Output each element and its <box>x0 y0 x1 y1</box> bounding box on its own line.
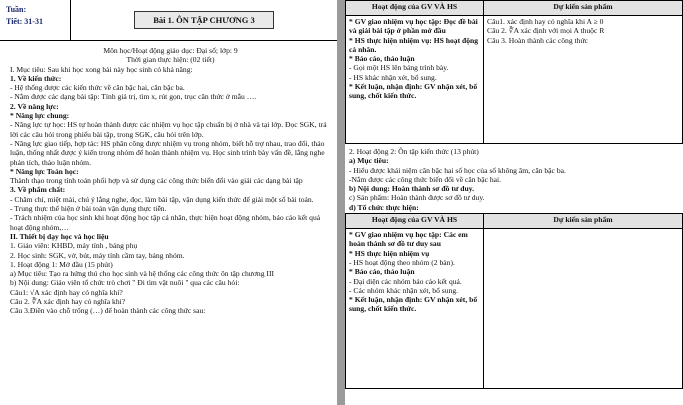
time-line: Thời gian thực hiện: (02 tiết) <box>126 55 215 65</box>
table2-activity-line-1: * HS thực hiện nhiệm vụ <box>349 248 430 258</box>
activity2-line-4: b) Nội dung: Hoàn thành sơ đồ tư duy. <box>349 184 475 194</box>
activity2-line-1: a) Mục tiêu: <box>349 156 389 166</box>
body-line-10: 3. Về phẩm chất: <box>10 185 66 195</box>
lesson-body <box>0 41 337 316</box>
subject-line: Môn học/Hoạt động giáo dục: Đại số; lớp: 9 <box>103 46 238 55</box>
table1-header-product: Dự kiến sản phẩm <box>484 1 683 16</box>
body-line-14: II. Thiết bị dạy học và học liệu <box>10 231 109 241</box>
table1-product-cell <box>484 16 683 144</box>
table2-activity-line-5: - Các nhóm khác nhận xét, bổ sung. <box>349 285 459 295</box>
table1-product-line-0: Câu1. xác định hay có nghĩa khi A ≥ 0 <box>487 17 604 26</box>
table2-activity-line-3: * Báo cáo, thảo luận <box>349 267 415 277</box>
table1-activity-line-2: * Báo cáo, thảo luận <box>349 54 415 64</box>
body-line-9: Thành thạo trong tính toán phối hợp và sử dụng các công thức biến đổi vào giải các dạng bài tập <box>10 176 303 186</box>
table2-activity-line-4: - Đại diện các nhóm báo cáo kết quả. <box>349 276 462 286</box>
body-line-18: a) Mục tiêu: Tạo ra hứng thú cho học sinh và hệ thống các công thức ôn tập chương III <box>10 269 274 279</box>
week-label: Tuần: <box>6 5 27 14</box>
body-line-6: - Năng lực tự học: HS tự hoàn thành được các nhiệm vụ học tập chuẩn bị ở nhà và tại lớp. Đọc SGK, trả lời các câu hỏi trong phiếu bài tập, trong SGK, câu hỏi trên lớp. <box>10 120 327 139</box>
table1-product-line-2: Câu 3. Hoàn thành các công thức <box>487 35 588 45</box>
table1-header-activity: Hoạt động của GV VÀ HS <box>346 1 484 16</box>
activity-table-2 <box>345 213 683 389</box>
question-2: Câu 2. ∛A xác định hay có nghĩa khi? <box>10 297 126 307</box>
activity2-line-6: d) Tổ chức thực hiện: <box>349 202 419 212</box>
table1-activity-line-4: - HS khác nhận xét, bổ sung. <box>349 72 437 82</box>
activity2-line-0: 2. Hoạt động 2: Ôn tập kiến thức (13 phút) <box>349 147 479 156</box>
objectives-section <box>10 65 331 288</box>
question-3: Câu 3.Điền vào chỗ trống (…) để hoàn thành các công thức sau: <box>10 306 206 316</box>
lesson-title: Bài 1. ÔN TẬP CHƯƠNG 3 <box>134 11 274 29</box>
table2-header-activity: Hoạt động của GV VÀ HS <box>346 214 484 229</box>
week-period-cell <box>0 0 71 40</box>
activity2-line-5: c) Sản phẩm: Hoàn thành được sơ đồ tư duy. <box>349 193 485 203</box>
table1-activity-line-1: * HS thực hiện nhiệm vụ: HS hoạt động cá nhân. <box>349 35 479 54</box>
table2-header-product: Dự kiến sản phẩm <box>484 214 683 229</box>
body-line-8: * Năng lực Toán học: <box>10 166 79 176</box>
table2-activity-cell <box>346 229 484 389</box>
table1-activity-line-5: * Kết luận, nhận định: GV nhận xét, bổ sung, chốt kiến thức. <box>349 82 478 101</box>
body-line-19: b) Nội dung: Giáo viên tổ chức trò chơi " Đi tìm vật nuôi " qua các câu hỏi: <box>10 278 240 288</box>
body-line-17: 1. Hoạt động 1: Mở đầu (15 phút) <box>10 259 113 269</box>
page-left <box>0 0 337 405</box>
body-line-2: - Hệ thống được các kiến thức về căn bậc hai, căn bậc ba. <box>10 83 185 93</box>
period-label: Tiết: 31-31 <box>6 17 43 26</box>
body-line-13: - Trách nhiệm của học sinh khi hoạt động học tập cá nhân, thực hiện hoạt động nhóm, báo cáo kết quả hoạt động nhóm,… <box>10 213 321 232</box>
activity2-line-2: - Hiểu được khái niệm căn bậc hai số học của số không âm, căn bậc ba. <box>349 165 566 175</box>
table1-activity-cell <box>346 16 484 144</box>
body-line-15: 1. Giáo viên: KHBD, máy tính , bảng phụ <box>10 241 138 251</box>
body-line-16: 2. Học sinh: SGK, vở, bút, máy tính cầm tay, bảng nhóm. <box>10 250 185 260</box>
body-line-5: * Năng lực chung: <box>10 111 70 121</box>
body-line-3: - Nắm được các dạng bài tập: Tính giá trị, tìm x, rút gọn, trục căn thức ở mẫu …. <box>10 92 257 102</box>
table1-activity-line-3: - Gọi một HS lên bảng trình bày. <box>349 63 449 73</box>
table2-product-cell <box>484 229 683 389</box>
table2-activity-line-0: * GV giao nhiệm vụ học tập: Các em hoàn thành sơ đồ tư duy sau <box>349 230 468 249</box>
activity-table-1 <box>345 0 683 144</box>
title-cell <box>71 0 337 40</box>
table2-activity-line-6: * Kết luận, nhận định: GV nhận xét, bổ sung, chốt kiến thức. <box>349 295 478 314</box>
table1-product-line-1: Câu 2. ∛A xác định với mọi A thuộc R <box>487 26 605 36</box>
body-line-1: 1. Về kiến thức: <box>10 73 62 83</box>
body-line-12: - Trung thực thể hiện ở bài toán vận dụng thực tiễn. <box>10 204 167 214</box>
page-right <box>345 0 683 405</box>
body-line-0: I. Mục tiêu: Sau khi học xong bài này học sinh có khả năng: <box>10 64 193 74</box>
body-line-4: 2. Về năng lực: <box>10 101 59 111</box>
activity-2-section <box>345 144 683 212</box>
table2-activity-line-2: - HS hoạt động theo nhóm (2 bàn). <box>349 257 455 267</box>
activity2-line-3: -Nắm được các công thức biến đổi về căn bậc hai. <box>349 174 502 184</box>
question-1: Câu1: √A xác định hay có nghĩa khi? <box>10 287 123 297</box>
body-line-7: - Năng lực giao tiếp, hợp tác: HS phân công được nhiệm vụ trong nhóm, biết hỗ trợ nhau, trao đổi, thảo luận, thống nhất được ý kiến trong nhóm để hoàn thành nhiệm vụ. Học sinh trình bày vấn đề, lắng nghe phản tích, thảo luận nhóm. <box>10 138 325 167</box>
lesson-header <box>0 0 337 41</box>
table1-activity-line-0: * GV giao nhiệm vụ học tập: Đọc đề bài và giải bài tập ở phần mở đầu <box>349 17 478 36</box>
body-line-11: - Chăm chỉ, miệt mài, chú ý lắng nghe, đọc, làm bài tập, vận dụng kiến thức để giải một số bài toán. <box>10 194 314 204</box>
